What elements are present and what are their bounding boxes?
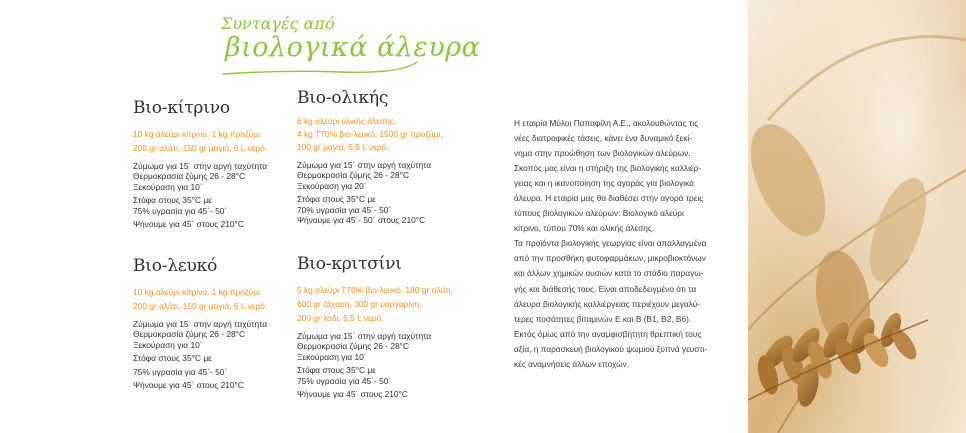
ingredient-line: 10 kg αλεύρι κίτρινο, 1 kg προζύμι [133,129,260,139]
text-line: από την προσθήκη φυτοφαρμάκων, μικροβιοκτόνων [514,253,706,264]
text-line: κές αναμνήσεις άλλων εποχών. [514,358,630,369]
recipe-ingredients [133,285,303,313]
recipe-steps [133,161,303,229]
step-line: Ξεκούραση για 10΄ [133,181,203,192]
recipe-steps [297,160,467,225]
header-title [221,14,481,80]
text-line: Η εταιρία Μύλοι Παπαφίλη Α.Ε., ακολουθώντας τις [514,118,699,128]
text-line: γειας και η ικανοποίηση της αγοράς για βιολογικά [514,178,694,189]
text-line: νημα στην προώθηση των βιολογικών αλεύρων. [514,148,691,159]
step-line: Ψήνουμε για 45΄ στους 210°C [133,219,244,230]
recipe-ingredients [297,115,467,154]
step-line: Ψήνουμε για 45΄ στους 210°C [297,389,408,400]
ingredient-line: 4 kg Τ70% βιο-λευκό, 1500 gr προζύμι, [297,129,443,139]
text-line: τερες ποσότητες βιταμινών Ε και Β (Β1, Β2, Β6). [514,313,692,324]
step-line: Ζύμωμα για 15΄ στην αργή ταχύτητα [133,161,268,171]
header-line-2: βιολογικά άλευρα [225,32,481,63]
wheat-ears-photo [748,0,966,433]
recipe-steps [297,331,467,399]
text-line: Εκτός όμως από την αναμφισβήτητη θρεπτική τους [514,328,702,339]
step-line: Θερμοκρασία ζύμης 26 - 28°C [133,171,246,182]
text-line: κίτρινο, τύπου 70% και ολικής άλεσης. [514,223,655,234]
text-line: Τα προϊόντα βιολογικής γεωργίας είναι απαλλαγμένα [514,238,707,249]
step-line: Ξεκούραση για 20΄ [297,180,367,191]
recipe-title: Βιο-ολικής [297,88,389,108]
text-line: αξία, η παρασκευή βιολογικού ψωμιού ξυπνά γευστι- [514,343,708,354]
text-line: τύπους βιολογικών αλεύρων: Βιολογικό αλεύρι [514,208,684,219]
step-line: Στόφα στους 35°C με [133,195,212,206]
step-line: Θερμοκρασία ζύμης 26 - 28°C [297,341,410,352]
ingredient-line: 100 gr μαγιά, 5,5 L νερό. [297,142,389,152]
step-line: 75% υγρασία για 45΄- 50΄ [133,366,228,377]
ingredient-line: 200 gr αλάτι, 150 gr μαγιά, 6 L νερό. [133,143,268,153]
step-line: Ξεκούραση για 10΄ [133,339,203,350]
header-line-1: Συνταγές από [221,14,335,33]
ingredient-line: 6 kg αλεύρι ολικής άλεσης, [297,116,397,126]
wheat-illustration [748,0,966,433]
step-line: Θερμοκρασία ζύμης 26 - 28°C [297,170,410,181]
ingredient-line: 200 gr αλάτι, 150 gr μαγιά, 6 L νερό. [133,301,268,311]
recipe-title: Βιο-λευκό [133,256,218,276]
ingredient-line: 10 kg αλεύρι κίτρινο, 1 kg προζύμι [133,287,260,297]
step-line: 70% υγρασία για 45΄- 50΄ [297,204,392,215]
step-line: Στόφα στους 35°C με [297,365,376,376]
recipe-title: Βιο-κριτσίνι [297,254,402,274]
step-line: Ψήνουμε για 45΄ στους 210°C [133,380,244,391]
text-line: νέες διατροφικές τάσεις, κάνει ένα δυναμικό ξεκί- [514,133,692,144]
step-line: Ζύμωμα για 15΄ στην αργή ταχύτητα [297,160,432,170]
text-line: άλευρα. Η εταιρία μας θα διαθέσει στην αγορά τρεις [514,193,704,204]
recipe-bio-kitrino [133,98,303,229]
text-line: και άλλων χημικών ουσιών κατά το στάδιο παραγω- [514,268,704,279]
recipe-bio-olikis [297,88,467,225]
step-line: Ξεκούραση για 10΄ [297,351,367,362]
step-line: Στόφα στους 35°C με [297,194,376,205]
recipe-bio-lefko [133,256,303,390]
text-line: Σκοπός μας είναι η στήριξη της βιολογικής καλλιέρ- [514,163,702,174]
text-line: άλευρα βιολογικής καλλιέργειας περιέχουν μεγαλύ- [514,298,701,309]
ingredient-line: 200 gr λάδι, 5,5 L νερό. [297,313,384,323]
text-line: γής και διάθεσής τους. Είναι αποδεδειγμένο ότι τα [514,283,697,294]
step-line: Θερμοκρασία ζύμης 26 - 28°C [133,329,246,340]
step-line: Ζύμωμα για 15΄ στην αργή ταχύτητα [133,319,268,329]
step-line: Ζύμωμα για 15΄ στην αργή ταχύτητα [297,331,432,341]
description-column [514,116,726,372]
ingredient-line: 5 kg αλεύρι Τ70% βιο-λευκό, 180 gr αλάτι, [297,285,453,295]
step-line: 75% υγρασία για 45΄- 50΄ [297,375,392,386]
recipe-ingredients [133,127,303,155]
recipe-steps [133,319,303,390]
step-line: 75% υγρασία για 45΄- 50΄ [133,205,228,216]
recipe-title: Βιο-κίτρινο [133,98,230,118]
ingredient-line: 600 gr ζάχαρη, 300 gr μαργαρίνη, [297,299,422,309]
recipe-ingredients [297,283,467,325]
recipe-bio-kritsini [297,254,467,399]
step-line: Ψήνουμε για 45΄- 50΄ στους 210°C [297,215,426,226]
step-line: Στόφα στους 35°C με [133,353,212,364]
